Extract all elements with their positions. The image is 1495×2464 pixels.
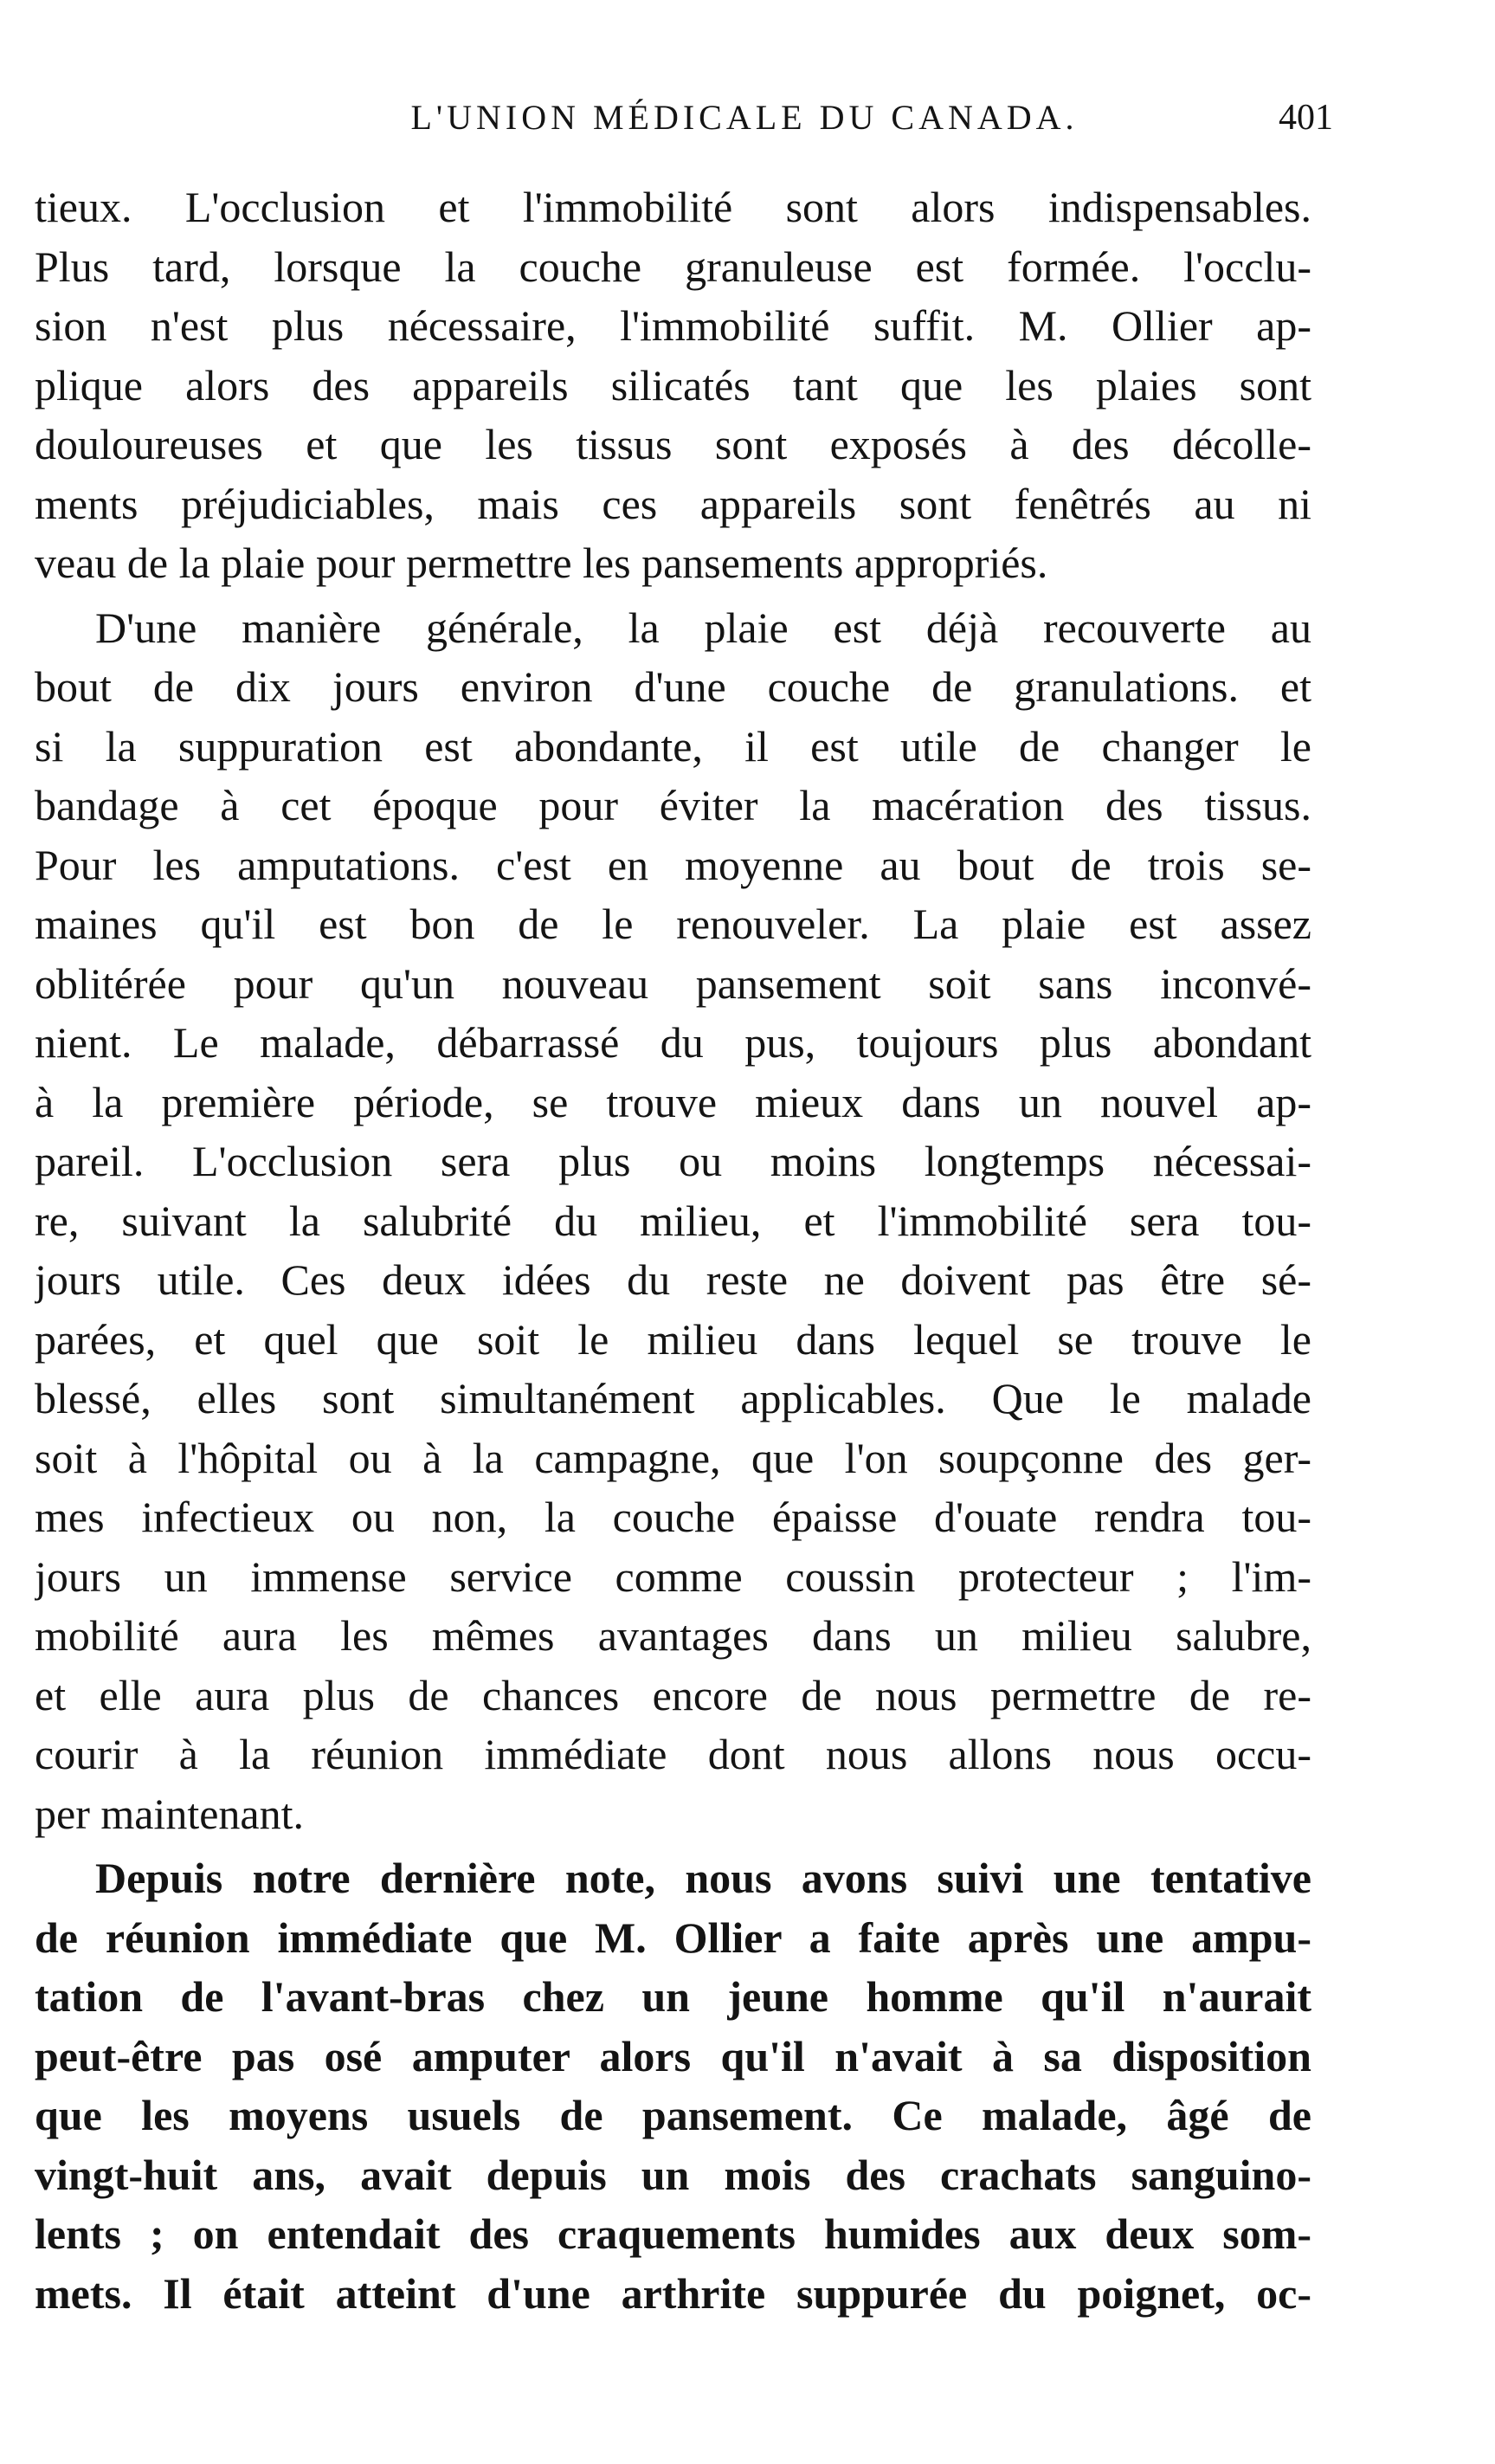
text-line: Depuis notre dernière note, nous avons suivi une tentative [95, 1854, 1311, 1902]
text-line: tieux. L'occlusion et l'immobilité sont alors indispensables. [35, 183, 1311, 231]
text-line: mets. Il était atteint d'une arthrite suppurée du poignet, oc- [35, 2268, 1311, 2318]
text-line: veau de la plaie pour permettre les pansements appropriés. [35, 539, 1048, 587]
text-line: à la première période, se trouve mieux dans un nouvel ap- [35, 1077, 1311, 1126]
running-title: L'UNION MÉDICALE DU CANADA. [410, 98, 1079, 137]
text-line: lents ; on entendait des craquements humides aux deux som- [35, 2209, 1311, 2258]
text-line: tation de l'avant-bras chez un jeune homme qu'il n'aurait [35, 1972, 1311, 2021]
text-line: soit à l'hôpital ou à la campagne, que l'on soupçonne des ger- [35, 1433, 1311, 1482]
paragraph-2 [35, 598, 1311, 1844]
running-head [0, 97, 1495, 149]
text-line: bout de dix jours environ d'une couche de granulations. et [35, 662, 1311, 711]
text-line: blessé, elles sont simultanément applicables. Que le malade [35, 1374, 1311, 1422]
text-line: courir à la réunion immédiate dont nous allons nous occu- [35, 1730, 1311, 1778]
text-line: douloureuses et que les tissus sont exposés à des décolle- [35, 420, 1311, 468]
text-line: pareil. L'occlusion sera plus ou moins longtemps nécessai- [35, 1137, 1311, 1185]
body-text [35, 177, 1311, 2323]
text-line: plique alors des appareils silicatés tant que les plaies sont [35, 360, 1311, 410]
text-line: et elle aura plus de chances encore de nous permettre de re- [35, 1670, 1311, 1719]
text-line: Pour les amputations. c'est en moyenne au bout de trois se- [35, 840, 1311, 889]
page-number: 401 [1279, 98, 1333, 138]
paragraph-1 [35, 177, 1311, 593]
text-line: maines qu'il est bon de le renouveler. La plaie est assez [35, 900, 1311, 948]
text-line: vingt-huit ans, avait depuis un mois des crachats sanguino- [35, 2150, 1311, 2199]
text-line: mes infectieux ou non, la couche épaisse d'ouate rendra tou- [35, 1493, 1311, 1541]
text-line: nient. Le malade, débarrassé du pus, toujours plus abondant [35, 1018, 1311, 1067]
text-line: re, suivant la salubrité du milieu, et l'immobilité sera tou- [35, 1196, 1311, 1245]
text-line: oblitérée pour qu'un nouveau pansement soit sans inconvé- [35, 958, 1311, 1008]
text-line: sion n'est plus nécessaire, l'immobilité suffit. M. Ollier ap- [35, 301, 1311, 350]
text-line: de réunion immédiate que M. Ollier a faite après une ampu- [35, 1913, 1311, 1962]
text-line: que les moyens usuels de pansement. Ce malade, âgé de [35, 2091, 1311, 2139]
text-line: per maintenant. [35, 1789, 304, 1838]
text-line: mobilité aura les mêmes avantages dans un milieu salubre, [35, 1611, 1311, 1660]
text-line: D'une manière générale, la plaie est déjà recouverte au [95, 603, 1311, 652]
paragraph-3 [35, 1848, 1311, 2323]
text-line: peut-être pas osé amputer alors qu'il n'avait à sa disposition [35, 2031, 1311, 2080]
text-line: si la suppuration est abondante, il est utile de changer le [35, 721, 1311, 771]
text-line: bandage à cet époque pour éviter la macération des tissus. [35, 781, 1311, 829]
text-line: ments préjudiciables, mais ces appareils sont fenêtrés au ni [35, 479, 1311, 528]
text-line: Plus tard, lorsque la couche granuleuse est formée. l'occlu- [35, 242, 1311, 291]
text-line: parées, et quel que soit le milieu dans lequel se trouve le [35, 1314, 1311, 1364]
text-line: jours utile. Ces deux idées du reste ne doivent pas être sé- [35, 1255, 1311, 1304]
text-line: jours un immense service comme coussin protecteur ; l'im- [35, 1551, 1311, 1601]
